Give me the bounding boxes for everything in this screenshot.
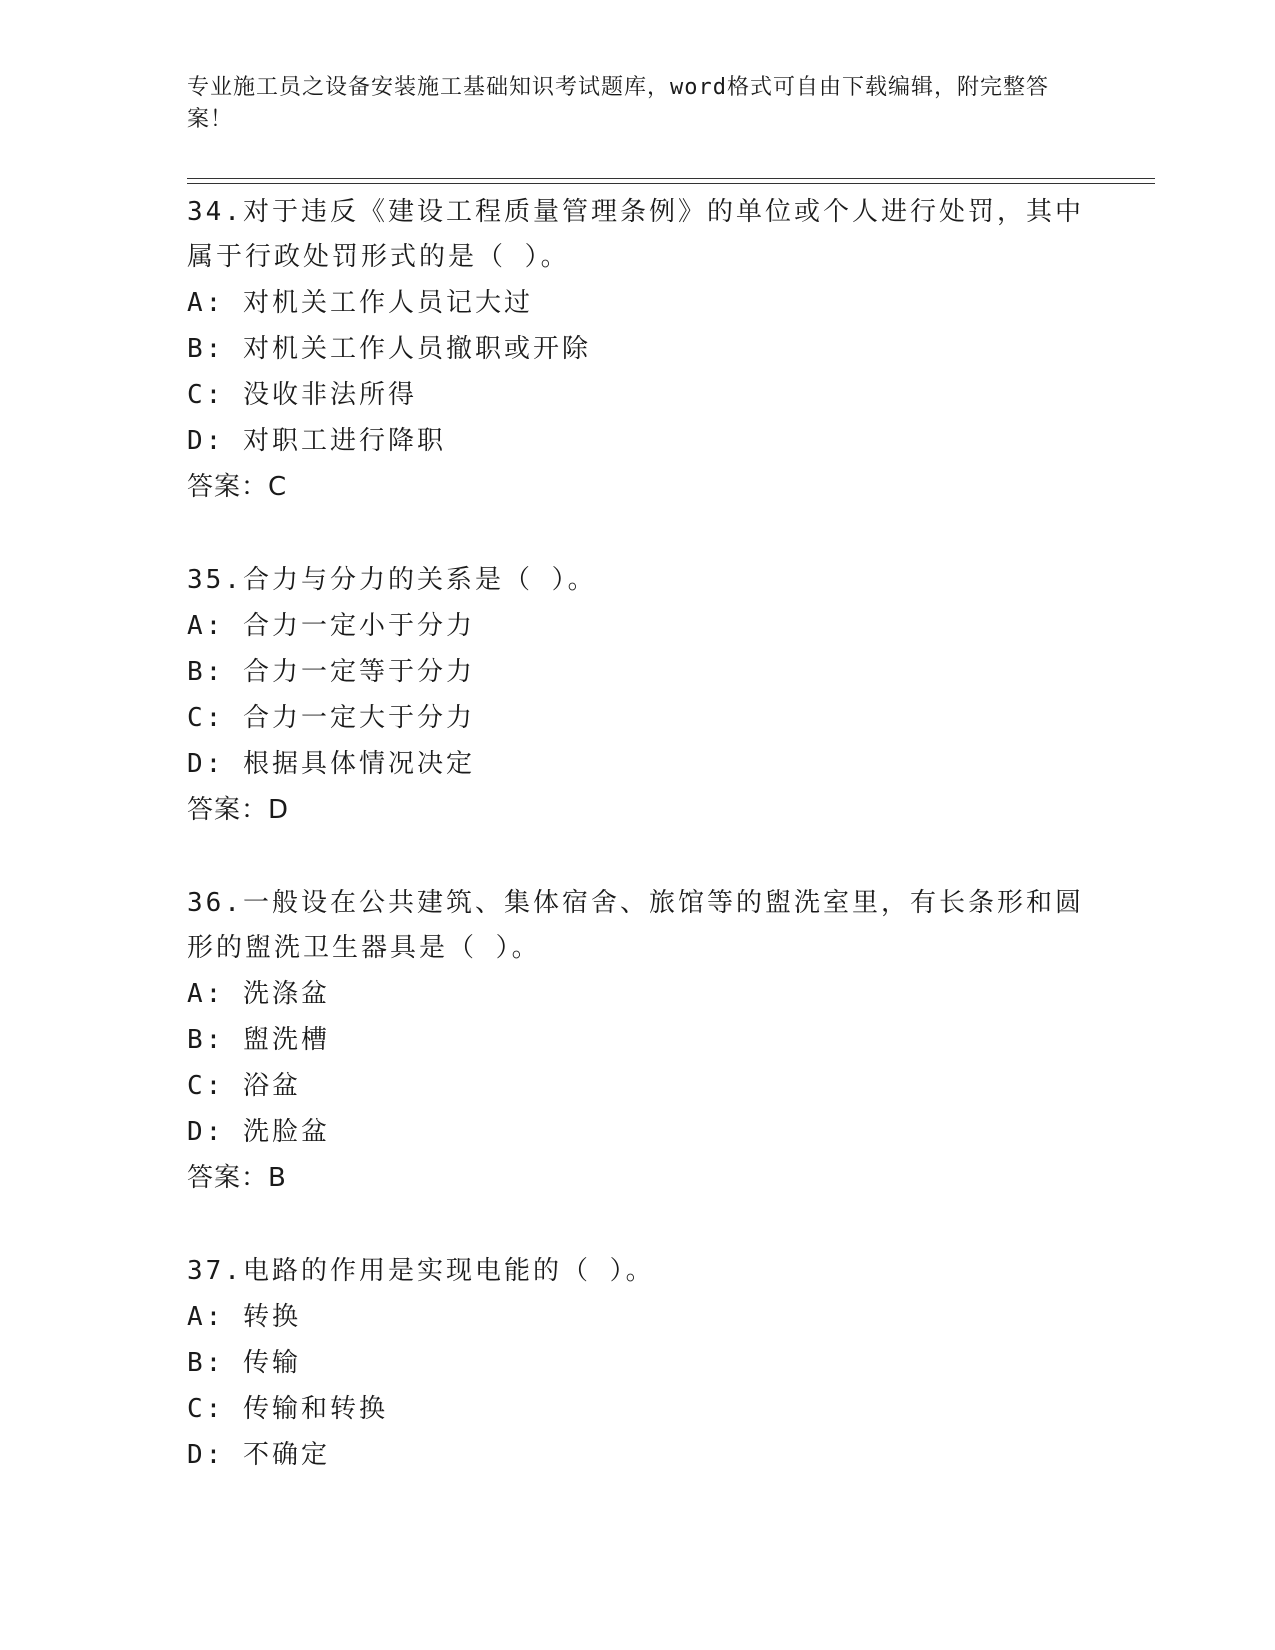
answer: 答案：D [187, 795, 290, 825]
option-d: D: 不确定 [187, 1440, 330, 1470]
option-b: B: 盥洗槽 [187, 1025, 330, 1055]
option-d: D: 根据具体情况决定 [187, 749, 475, 779]
question-37 [187, 1249, 1087, 1478]
option-a: A: 洗涤盆 [187, 979, 330, 1009]
option-d: D: 对职工进行降职 [187, 426, 446, 456]
option-c: C: 传输和转换 [187, 1394, 388, 1424]
option-d: D: 洗脸盆 [187, 1117, 330, 1147]
question-34 [187, 190, 1087, 510]
option-a: A: 合力一定小于分力 [187, 611, 475, 641]
question-list [187, 190, 1087, 1526]
answer: 答案：B [187, 1163, 287, 1193]
question-stem: 34.对于违反《建设工程质量管理条例》的单位或个人进行处罚，其中属于行政处罚形式的是（ ）。 [187, 197, 1084, 272]
option-c: C: 合力一定大于分力 [187, 703, 475, 733]
question-stem: 37.电路的作用是实现电能的（ ）。 [187, 1256, 655, 1286]
option-c: C: 浴盆 [187, 1071, 301, 1101]
option-b: B: 合力一定等于分力 [187, 657, 475, 687]
question-35 [187, 558, 1087, 833]
header-divider-bottom [187, 183, 1155, 184]
header-divider-top [187, 178, 1155, 179]
answer: 答案：C [187, 472, 288, 502]
question-stem: 35.合力与分力的关系是（ ）。 [187, 565, 597, 595]
option-a: A: 对机关工作人员记大过 [187, 288, 533, 318]
option-a: A: 转换 [187, 1302, 301, 1332]
question-stem: 36.一般设在公共建筑、集体宿舍、旅馆等的盥洗室里，有长条形和圆形的盥洗卫生器具是（ ）。 [187, 888, 1084, 963]
option-b: B: 传输 [187, 1348, 301, 1378]
option-b: B: 对机关工作人员撤职或开除 [187, 334, 591, 364]
option-c: C: 没收非法所得 [187, 380, 417, 410]
document-header: 专业施工员之设备安装施工基础知识考试题库，word格式可自由下载编辑，附完整答案！ [187, 75, 1049, 132]
question-36 [187, 881, 1087, 1201]
